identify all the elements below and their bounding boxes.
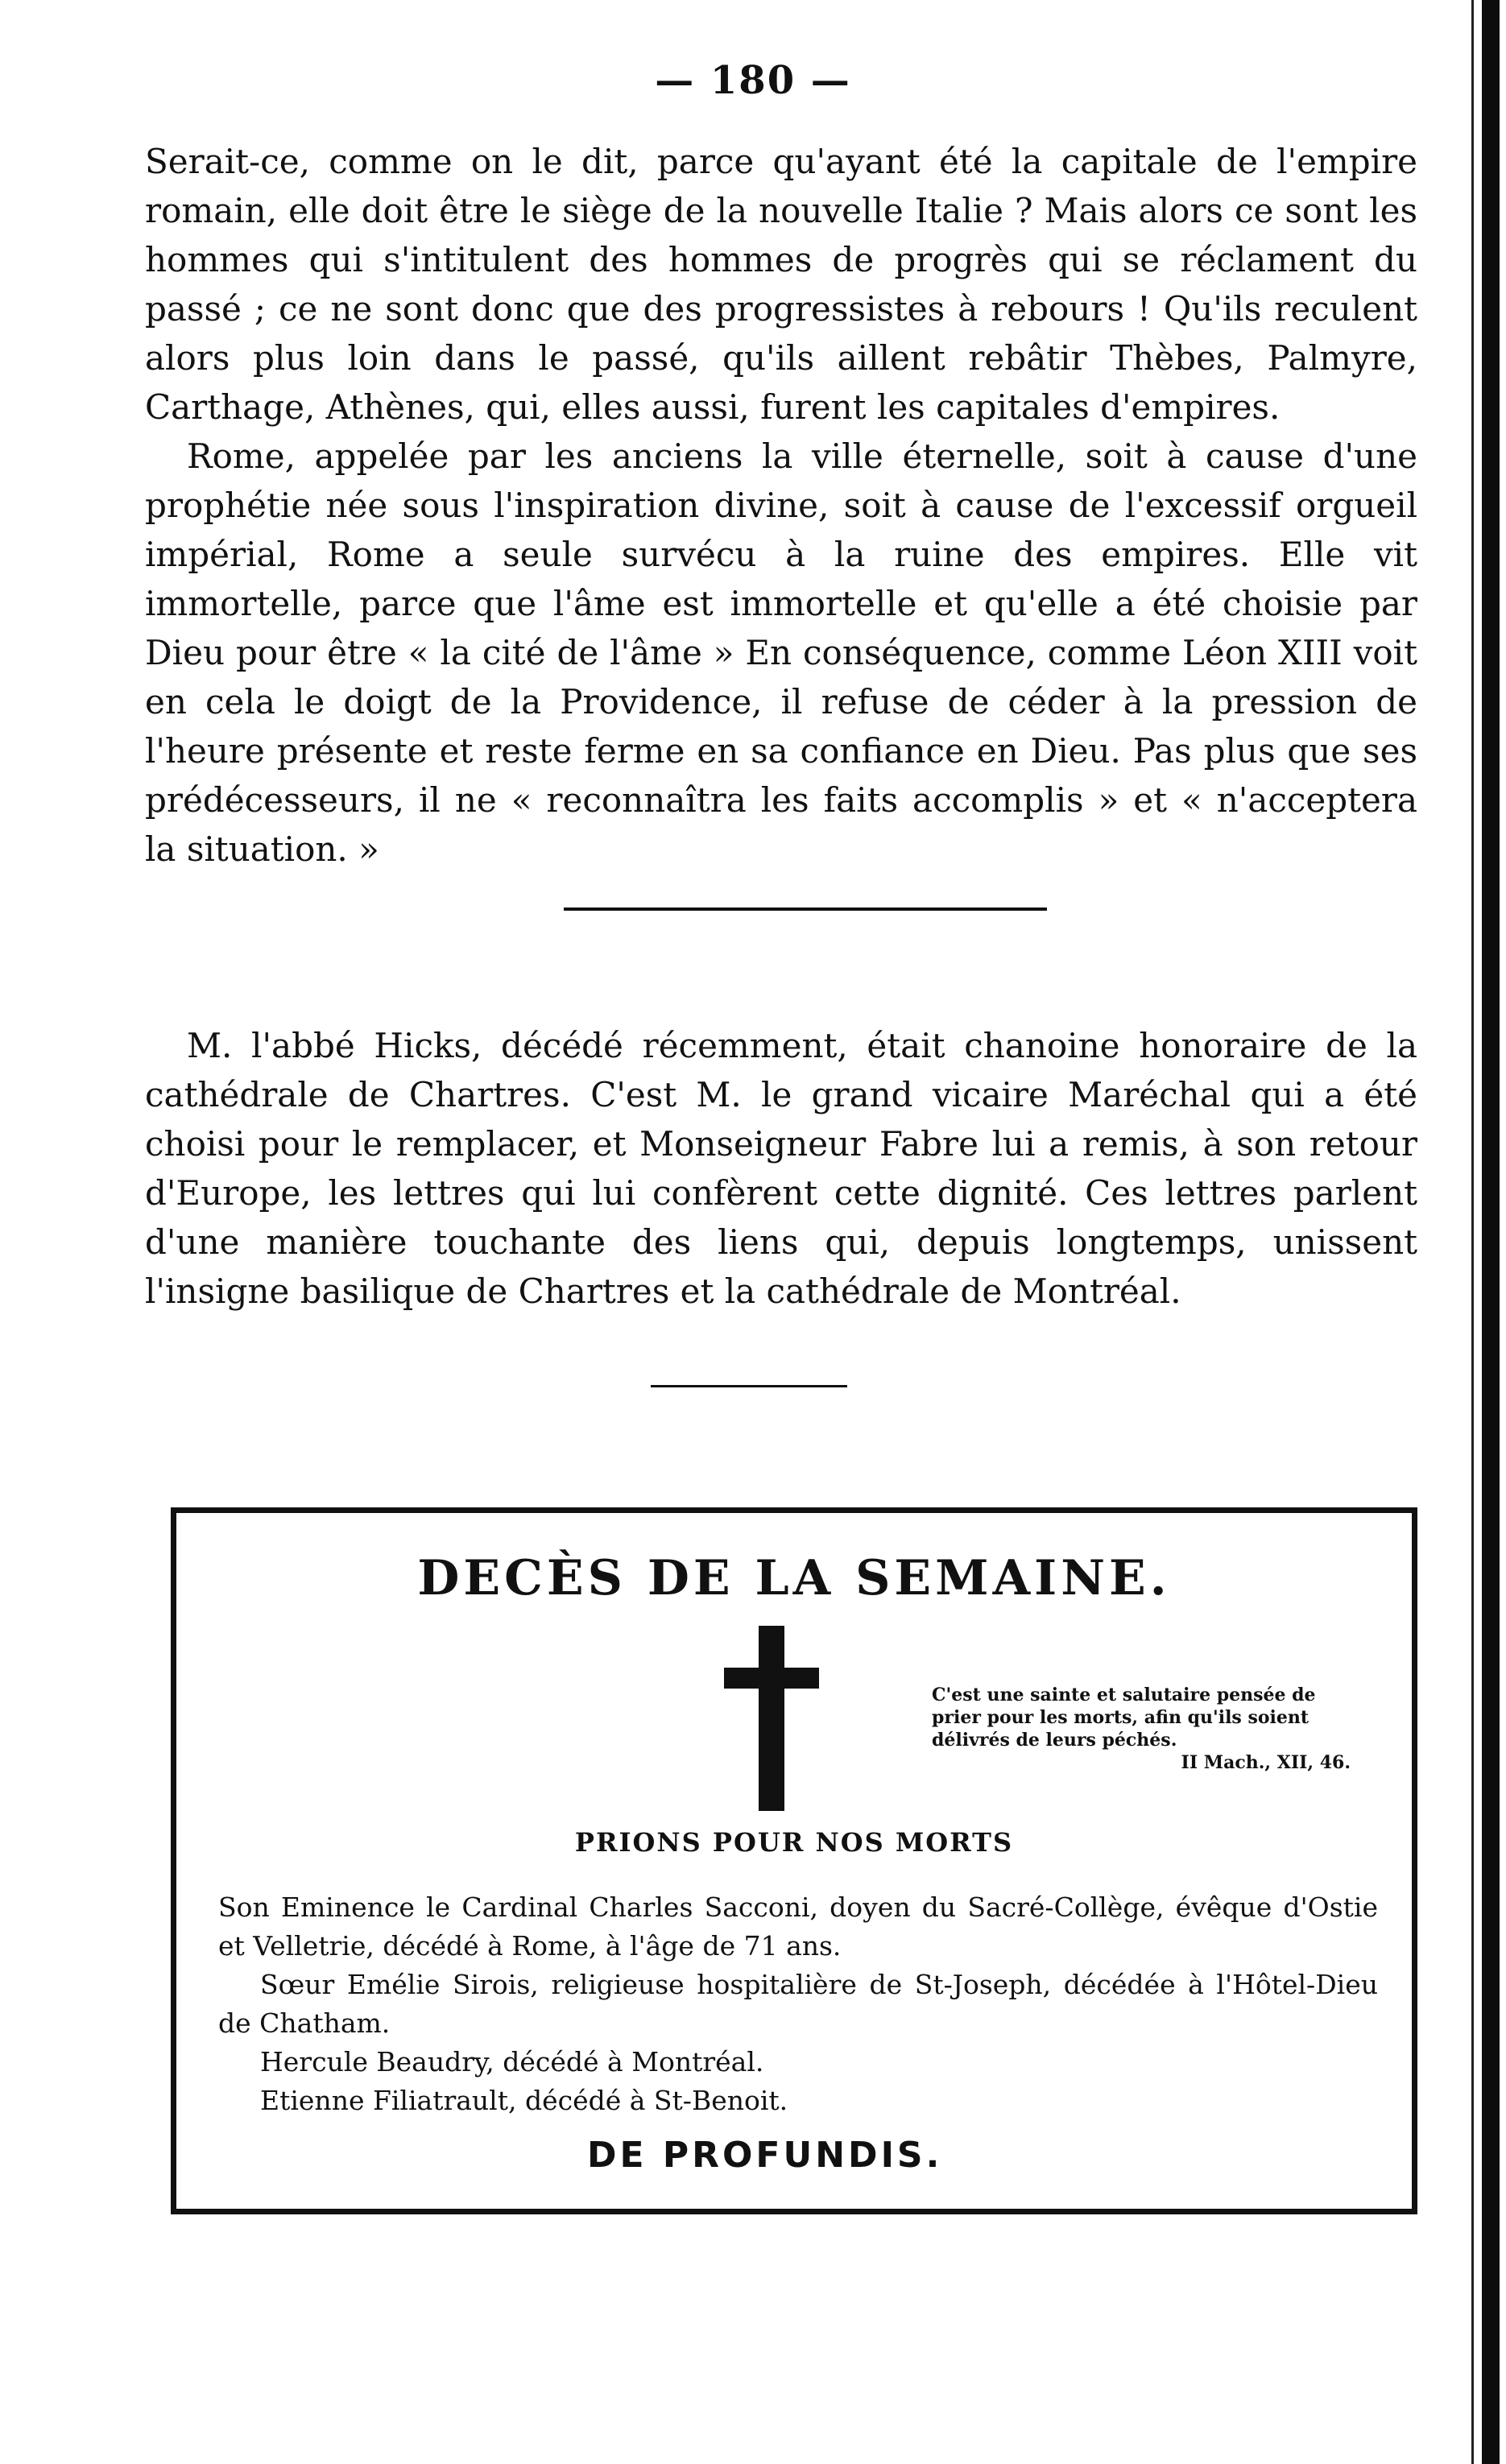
article-rome <box>145 137 1417 874</box>
paragraph-rome-2: Rome, appelée par les anciens la ville éternelle, soit à cause d'une prophétie née sous l'inspiration divine, soit à cause de l'excessif orgueil impérial, Rome a seule survécu à la ruine des empires. Elle vit immortelle, parce que l'âme est immortelle et qu'elle a été choisie par Dieu pour être « la cité de l'âme » En conséquence, comme Léon XIII voit en cela le doigt de la Providence, il refuse de céder à la pression de l'heure présente et reste ferme en sa confiance en Dieu. Pas plus que ses prédécesseurs, il ne « reconnaîtra les faits accomplis » et « n'acceptera la situation. » <box>145 436 1417 869</box>
death-notices-box <box>171 1507 1417 2214</box>
death-entry: Hercule Beaudry, décédé à Montréal. <box>260 2046 764 2077</box>
scripture-line: prier pour les morts, afin qu'ils soient <box>932 1707 1309 1728</box>
page-edge-thin-rule <box>1471 0 1474 2464</box>
scripture-line: C'est une sainte et salutaire pensée de <box>932 1685 1316 1705</box>
deaths-list <box>218 1888 1378 2120</box>
page-edge-rule <box>1482 0 1500 2464</box>
death-entry: Sœur Emélie Sirois, religieuse hospitalière de St-Joseph, décédée à l'Hôtel-Dieu de Chatham. <box>218 1969 1378 2039</box>
cross-icon <box>724 1626 819 1811</box>
prions-heading: PRIONS POUR NOS MORTS <box>574 1827 1014 1858</box>
scripture-quote <box>932 1684 1383 1774</box>
paragraph-rome-1: Serait-ce, comme on le dit, parce qu'ayant été la capitale de l'empire romain, elle doit être le siège de la nouvelle Italie ? Mais alors ce sont les hommes qui s'intitulent des hommes de progrès qui se réclament du passé ; ce ne sont donc que des progressistes à rebours ! Qu'ils reculent alors plus loin dans le passé, qu'ils aillent rebâtir Thèbes, Palmyre, Carthage, Athènes, qui, elles aussi, furent les capitales d'empires. <box>145 142 1417 427</box>
scripture-reference: II Mach., XII, 46. <box>1181 1752 1351 1773</box>
paragraph-hicks: M. l'abbé Hicks, décédé récemment, était chanoine honoraire de la cathédrale de Chartres. C'est M. le grand vicaire Maréchal qui a été choisi pour le remplacer, et Monseigneur Fabre lui a remis, à son retour d'Europe, les lettres qui lui confèrent cette dignité. Ces lettres parlent d'une manière touchante des liens qui, depuis longtemps, unissent l'insigne basilique de Chartres et la cathédrale de Montréal. <box>145 1026 1417 1311</box>
section-divider-short <box>651 1385 847 1387</box>
death-entry: Etienne Filiatrault, décédé à St-Benoit. <box>260 2085 788 2116</box>
section-divider <box>564 907 1047 911</box>
death-entry: Son Eminence le Cardinal Charles Sacconi, doyen du Sacré-Collège, évêque d'Ostie et Velletrie, décédé à Rome, à l'âge de 71 ans. <box>218 1891 1378 1962</box>
page-number: — 180 — <box>655 58 851 103</box>
de-profundis: DE PROFUNDIS. <box>587 2135 943 2176</box>
scripture-line: délivrés de leurs péchés. <box>932 1730 1177 1751</box>
death-notices-title: DECÈS DE LA SEMAINE. <box>417 1550 1171 1606</box>
article-hicks <box>145 1021 1417 1316</box>
